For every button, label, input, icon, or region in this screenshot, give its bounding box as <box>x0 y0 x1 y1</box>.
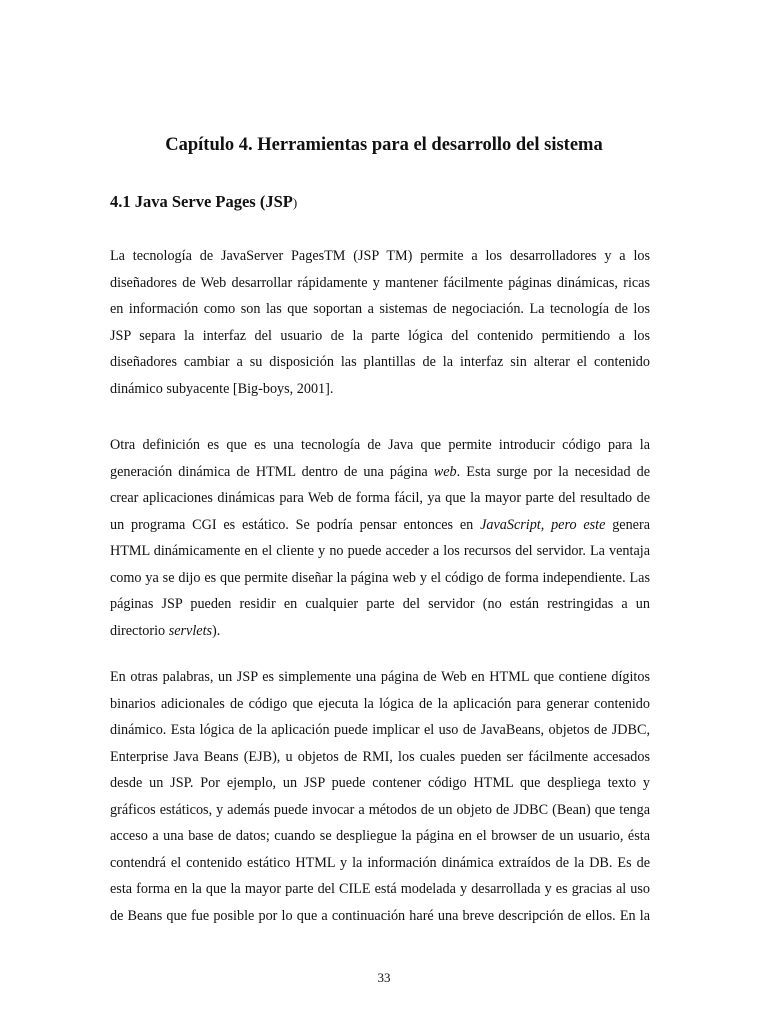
text-line: Enterprise Java Beans (EJB), u objetos de RMI, los cuales pueden ser fácilmente accesados <box>110 748 650 765</box>
text-line: esta forma en la que la mayor parte del CILE está modelada y desarrollada y es gracias al uso <box>110 881 650 897</box>
text-line: JSP separa la interfaz del usuario de la parte lógica del contenido permitiendo a los <box>110 327 650 344</box>
text-line: gráficos estáticos, y además puede invocar a métodos de un objeto de JDBC (Bean) que tenga <box>110 801 650 818</box>
italic-term: web <box>433 463 457 480</box>
text-line: dinámico. Esta lógica de la aplicación puede implicar el uso de JavaBeans, objetos de JDBC, <box>110 722 650 738</box>
text-segment: ). <box>212 622 221 639</box>
text-segment: . Esta surge por la necesidad de <box>456 463 650 480</box>
italic-term: JavaScript, pero este <box>480 516 606 533</box>
text-line: binarios adicionales de código que ejecuta la lógica de la aplicación para generar contenido <box>110 695 650 712</box>
text-segment: genera <box>605 516 650 533</box>
text-line: como ya se dijo es que permite diseñar la página web y el código de forma independiente. Las <box>110 569 650 586</box>
text-line: crear aplicaciones dinámicas para Web de forma fácil, ya que la mayor parte del resultado de <box>110 490 650 506</box>
text-segment: un programa CGI es estático. Se podría pensar entonces en <box>110 516 481 533</box>
chapter-title: Capítulo 4. Herramientas para el desarrollo del sistema <box>165 135 603 155</box>
section-title <box>110 190 297 215</box>
page-number: 33 <box>377 970 391 985</box>
paragraph-3 <box>110 664 650 929</box>
section-title-paren: ) <box>292 195 298 210</box>
text-line: En otras palabras, un JSP es simplemente una página de Web en HTML que contiene dígitos <box>110 669 650 685</box>
text-line: diseñadores cambiar a su disposición las plantillas de la interfaz sin alterar el contenido <box>110 354 650 370</box>
text-line: de Beans que fue posible por lo que a continuación haré una breve descripción de ellos. En la <box>110 907 650 924</box>
text-line: desde un JSP. Por ejemplo, un JSP puede contener código HTML que despliega texto y <box>110 775 650 791</box>
text-line: HTML dinámicamente en el cliente y no puede acceder a los recursos del servidor. La ventaja <box>110 543 650 559</box>
text-line: La tecnología de JavaServer PagesTM (JSP TM) permite a los desarrolladores y a los <box>110 248 650 264</box>
text-line: Otra definición es que es una tecnología de Java que permite introducir código para la <box>110 437 650 453</box>
text-segment: generación dinámica de HTML dentro de una página <box>110 463 434 480</box>
text-line <box>110 618 650 645</box>
text-segment: directorio <box>110 622 169 639</box>
text-line: páginas JSP pueden residir en cualquier parte del servidor (no están restringidas a un <box>110 596 650 612</box>
paragraph-2 <box>110 432 650 644</box>
text-line: contendrá el contenido estático HTML y la información dinámica extraídos de la DB. Es de <box>110 854 650 871</box>
text-line: diseñadores de Web desarrollar rápidamente y mantener fácilmente páginas dinámicas, ricas <box>110 274 650 291</box>
text-line: en información como son las que soportan a sistemas de negociación. La tecnología de los <box>110 301 650 317</box>
paragraph-1 <box>110 243 650 402</box>
text-line <box>110 512 650 539</box>
section-title-text: 4.1 Java Serve Pages (JSP <box>110 192 293 211</box>
text-line: acceso a una base de datos; cuando se despliegue la página en el browser de un usuario, ésta <box>110 828 650 844</box>
text-line <box>110 459 650 486</box>
italic-term: servlets <box>168 622 213 639</box>
text-line: dinámico subyacente [Big-boys, 2001]. <box>110 380 334 397</box>
